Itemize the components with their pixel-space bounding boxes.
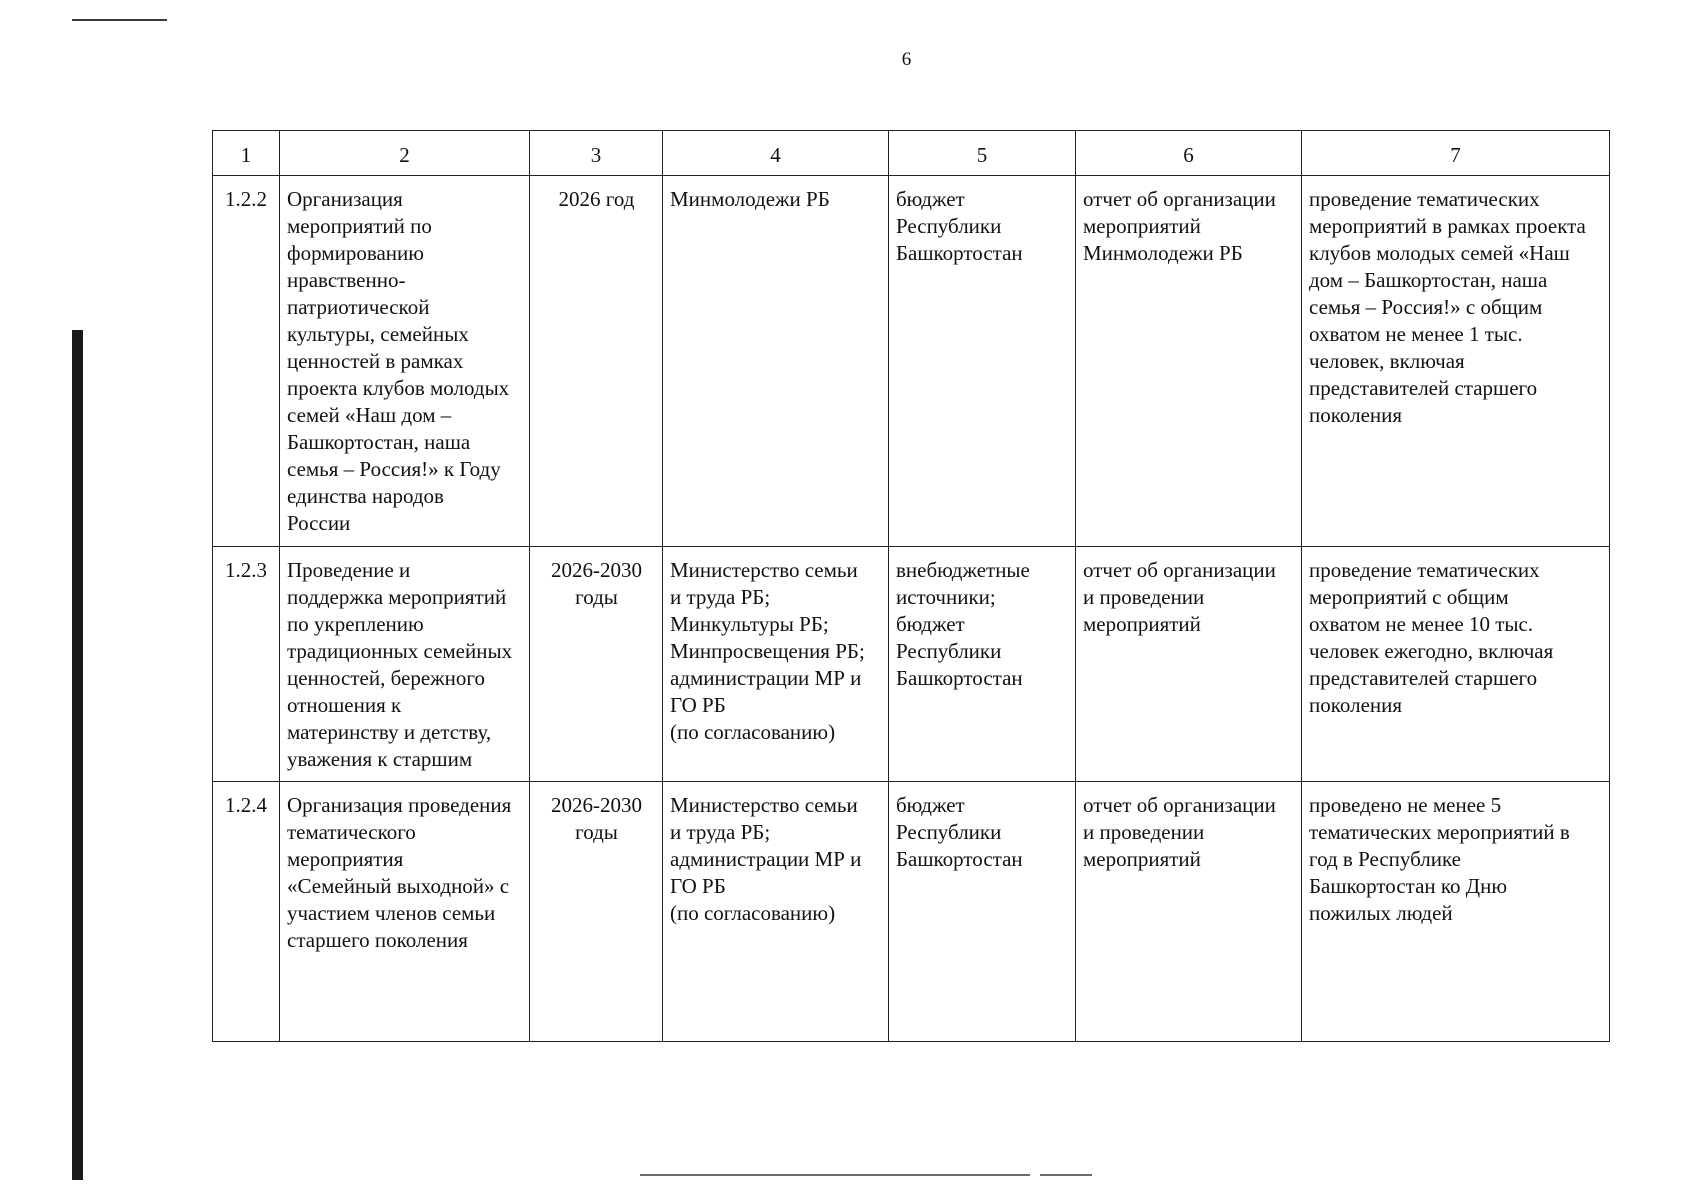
- period-cell: 2026 год: [530, 176, 663, 547]
- column-header-2: 2: [280, 131, 530, 176]
- table-row: [213, 547, 1610, 782]
- column-header-1: 1: [213, 131, 280, 176]
- result-cell: проведено не менее 5 тематических мероприятий в год в Республике Башкортостан ко Дню пожилых людей: [1302, 782, 1610, 1042]
- column-header-6: 6: [1076, 131, 1302, 176]
- measures-table: [212, 130, 1610, 1042]
- column-header-7: 7: [1302, 131, 1610, 176]
- table-row: [213, 176, 1610, 547]
- executor-cell: Минмолодежи РБ: [663, 176, 889, 547]
- result-cell: проведение тематических мероприятий с общим охватом не менее 10 тыс. человек ежегодно, включая представителей старшего поколения: [1302, 547, 1610, 782]
- column-header-5: 5: [889, 131, 1076, 176]
- measures-table-container: [212, 130, 1610, 1042]
- funding-source-cell: внебюджетные источники; бюджет Республики Башкортостан: [889, 547, 1076, 782]
- funding-source-cell: бюджет Республики Башкортостан: [889, 782, 1076, 1042]
- row-number: 1.2.3: [213, 547, 280, 782]
- table-header-row: [213, 131, 1610, 176]
- funding-source-cell: бюджет Республики Башкортостан: [889, 176, 1076, 547]
- column-header-3: 3: [530, 131, 663, 176]
- scan-artifact-left-bar: [72, 330, 83, 1180]
- executor-cell: Министерство семьи и труда РБ; администрации МР и ГО РБ (по согласованию): [663, 782, 889, 1042]
- period-cell: 2026-2030 годы: [530, 547, 663, 782]
- page-number: 6: [901, 49, 912, 70]
- period-cell: 2026-2030 годы: [530, 782, 663, 1042]
- report-cell: отчет об организации и проведении мероприятий: [1076, 547, 1302, 782]
- scan-artifact-top-line: [72, 19, 167, 21]
- scan-artifact-bottom-line-short: [1040, 1174, 1092, 1176]
- activity-cell: Организация мероприятий по формированию нравственно- патриотической культуры, семейных ценностей в рамках проекта клубов молодых семей «Наш дом – Башкортостан, наша семья – Россия!» к Году единства народов России: [280, 176, 530, 547]
- activity-cell: Проведение и поддержка мероприятий по укреплению традиционных семейных ценностей, бережного отношения к материнству и детству, уважения к старшим: [280, 547, 530, 782]
- row-number: 1.2.2: [213, 176, 280, 547]
- row-number: 1.2.4: [213, 782, 280, 1042]
- activity-cell: Организация проведения тематического мероприятия «Семейный выходной» с участием членов семьи старшего поколения: [280, 782, 530, 1042]
- column-header-4: 4: [663, 131, 889, 176]
- result-cell: проведение тематических мероприятий в рамках проекта клубов молодых семей «Наш дом – Башкортостан, наша семья – Россия!» с общим охватом не менее 1 тыс. человек, включая представителей старшего поколения: [1302, 176, 1610, 547]
- scan-artifact-bottom-line: [640, 1174, 1030, 1176]
- report-cell: отчет об организации мероприятий Минмолодежи РБ: [1076, 176, 1302, 547]
- report-cell: отчет об организации и проведении мероприятий: [1076, 782, 1302, 1042]
- table-row: [213, 782, 1610, 1042]
- executor-cell: Министерство семьи и труда РБ; Минкультуры РБ; Минпросвещения РБ; администрации МР и ГО РБ (по согласованию): [663, 547, 889, 782]
